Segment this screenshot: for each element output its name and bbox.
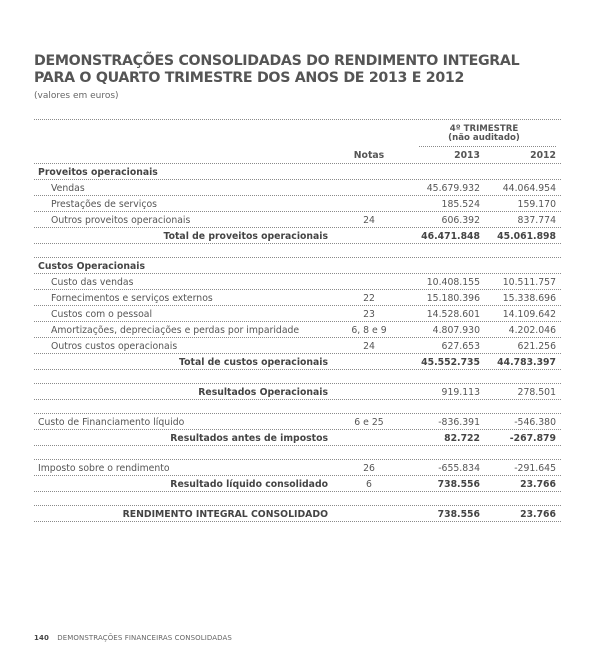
title-line-2: PARA O QUARTO TRIMESTRE DOS ANOS DE 2013 E 2012 <box>34 70 465 86</box>
spacer-row <box>34 492 561 506</box>
row-value-2012: -546.380 <box>514 417 556 428</box>
table-row <box>34 196 561 212</box>
table-row <box>34 306 561 322</box>
table-row <box>34 414 561 430</box>
total-label: Resultado líquido consolidado <box>170 479 328 490</box>
total-value-2013: 82.722 <box>444 433 480 444</box>
row-label: Amortizações, depreciações e perdas por imparidade <box>51 325 300 336</box>
total-value-2012: 45.061.898 <box>497 231 556 242</box>
table-row <box>34 290 561 306</box>
spacer-row <box>34 446 561 460</box>
row-value-2013: 10.408.155 <box>426 277 480 288</box>
period-audit-note: (não auditado) <box>448 133 520 143</box>
row-value-2013: 185.524 <box>441 199 480 210</box>
year-2012-header: 2012 <box>530 150 556 161</box>
total-row <box>34 354 561 370</box>
income-statement-table <box>34 119 561 522</box>
row-label: Imposto sobre o rendimento <box>38 463 170 474</box>
column-header-row <box>34 147 561 164</box>
row-nota: 6, 8 e 9 <box>351 325 387 336</box>
row-nota: 22 <box>363 293 375 304</box>
year-2013-header: 2013 <box>454 150 480 161</box>
total-value-2012: -267.879 <box>509 433 556 444</box>
total-value-2012: 44.783.397 <box>497 357 556 368</box>
notas-header: Notas <box>353 150 385 161</box>
row-value-2012: 837.774 <box>517 215 556 226</box>
row-value-2012: 4.202.046 <box>508 325 556 336</box>
period-label <box>424 125 544 143</box>
table-row <box>34 322 561 338</box>
row-value-2012: 44.064.954 <box>502 183 556 194</box>
total-row <box>34 430 561 446</box>
page-number: 140 <box>34 634 49 642</box>
row-value-2013: 627.653 <box>441 341 480 352</box>
row-label: Custo de Financiamento líquido <box>38 417 185 428</box>
table-row <box>34 212 561 228</box>
row-label: Vendas <box>51 183 85 194</box>
total-row <box>34 228 561 244</box>
row-label: Prestações de serviços <box>51 199 157 210</box>
total-value-2012: 278.501 <box>517 387 556 398</box>
row-nota: 24 <box>363 341 375 352</box>
total-label: Resultados antes de impostos <box>170 433 328 444</box>
section-heading: Custos Operacionais <box>38 261 145 272</box>
total-value-2012: 23.766 <box>520 479 556 490</box>
row-nota: 6 <box>366 479 372 490</box>
table-row <box>34 338 561 354</box>
total-label: RENDIMENTO INTEGRAL CONSOLIDADO <box>122 509 328 520</box>
total-row <box>34 476 561 492</box>
row-value-2013: 4.807.930 <box>432 325 480 336</box>
total-label: Resultados Operacionais <box>198 387 328 398</box>
row-value-2013: 45.679.932 <box>426 183 480 194</box>
total-value-2013: 45.552.735 <box>421 357 480 368</box>
section-heading-row <box>34 164 561 180</box>
row-value-2013: 606.392 <box>441 215 480 226</box>
row-value-2012: 15.338.696 <box>502 293 556 304</box>
section-heading: Proveitos operacionais <box>38 167 158 178</box>
row-value-2012: 14.109.642 <box>502 309 556 320</box>
row-value-2012: 10.511.757 <box>502 277 556 288</box>
total-label: Total de proveitos operacionais <box>163 231 328 242</box>
spacer-row <box>34 244 561 258</box>
page-footer <box>34 634 232 642</box>
total-value-2013: 738.556 <box>437 509 480 520</box>
row-label: Custo das vendas <box>51 277 134 288</box>
units-note: (valores em euros) <box>34 91 119 101</box>
total-row <box>34 384 561 400</box>
table-row <box>34 460 561 476</box>
section-heading-row <box>34 258 561 274</box>
row-label: Custos com o pessoal <box>51 309 153 320</box>
row-label: Outros proveitos operacionais <box>51 215 191 226</box>
total-row <box>34 506 561 522</box>
total-label: Total de custos operacionais <box>179 357 328 368</box>
total-value-2013: 919.113 <box>441 387 480 398</box>
row-label: Fornecimentos e serviços externos <box>51 293 213 304</box>
table-row <box>34 274 561 290</box>
period-title: 4º TRIMESTRE <box>449 124 519 134</box>
row-value-2013: 15.180.396 <box>426 293 480 304</box>
spacer-row <box>34 370 561 384</box>
row-value-2012: 159.170 <box>517 199 556 210</box>
row-value-2013: 14.528.601 <box>426 309 480 320</box>
row-label: Outros custos operacionais <box>51 341 178 352</box>
table-row <box>34 180 561 196</box>
row-value-2012: 621.256 <box>517 341 556 352</box>
row-nota: 23 <box>363 309 375 320</box>
total-value-2013: 738.556 <box>437 479 480 490</box>
spacer-row <box>34 400 561 414</box>
total-value-2012: 23.766 <box>520 509 556 520</box>
row-nota: 24 <box>363 215 375 226</box>
row-nota: 6 e 25 <box>354 417 384 428</box>
page-title <box>34 53 574 87</box>
total-value-2013: 46.471.848 <box>421 231 480 242</box>
row-value-2013: -836.391 <box>438 417 480 428</box>
row-value-2013: -655.834 <box>438 463 480 474</box>
row-value-2012: -291.645 <box>514 463 556 474</box>
title-line-1: DEMONSTRAÇÕES CONSOLIDADAS DO RENDIMENTO INTEGRAL <box>34 53 520 69</box>
period-header <box>34 120 561 147</box>
row-nota: 26 <box>363 463 375 474</box>
footer-section-title: DEMONSTRAÇÕES FINANCEIRAS CONSOLIDADAS <box>57 634 232 642</box>
